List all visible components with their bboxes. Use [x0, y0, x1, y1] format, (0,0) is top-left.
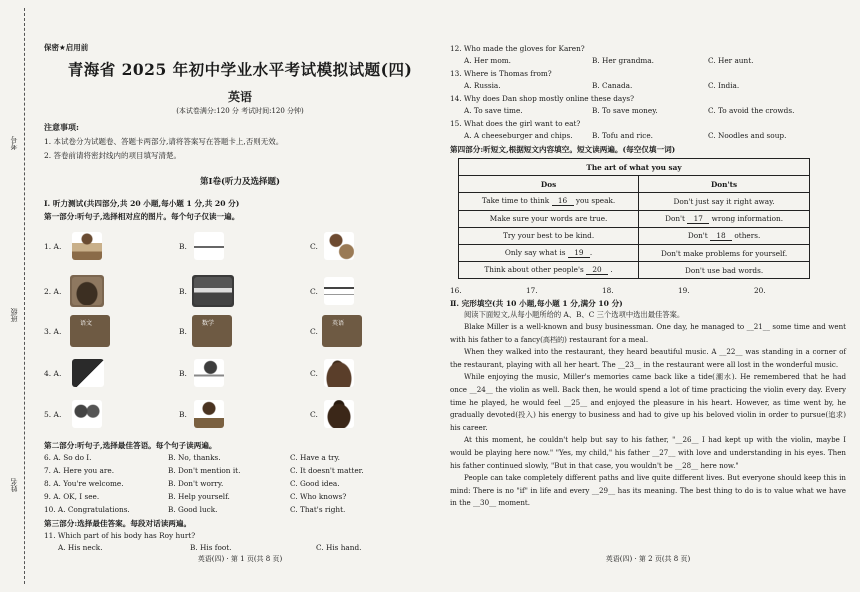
option-b: B. Tofu and rice. — [592, 131, 654, 140]
answer-blank-19[interactable]: 19 — [568, 248, 590, 258]
cell-text: Try your best to be kind. — [459, 227, 639, 244]
option-label: B. — [179, 327, 187, 336]
option-label: B. — [179, 242, 187, 251]
option-c: C. Her aunt. — [708, 56, 754, 65]
option-a: A. A cheeseburger and chips. — [464, 131, 573, 140]
passage-paragraph: At this moment, he couldn't help but say to his father, "__26__ I had kept up with the violin, maybe I would be playing here now." "Yes, my child," his father __27__ with love and understanding in his eyes. Then his father continued slowly, "But in that case, you wouldn't be __28__ here now." — [450, 435, 846, 470]
page-footer: 英语(四) · 第 2 页(共 8 页) — [605, 555, 691, 563]
binding-strip — [0, 0, 36, 592]
answer-blank-20[interactable]: 20 — [586, 265, 608, 275]
cloze-instructions: 阅读下面短文,从每小题所给的 A、B、C 三个选项中选出最佳答案。 — [464, 310, 685, 319]
option-b: B. Don't worry. — [168, 479, 224, 488]
passage-paragraph: Blake Miller is a well-known and busy businessman. One day, he managed to __21__ some time and went with his father to a fancy(高档的) restaurant for a meal. — [450, 322, 846, 344]
answer-line-18[interactable]: 18. — [602, 286, 614, 295]
question-number: 3. A. — [44, 327, 62, 336]
answer-line-16[interactable]: 16. — [450, 286, 462, 295]
volume-title: 第Ⅰ卷(听力及选择题) — [199, 177, 281, 187]
cell-text: Don't — [687, 230, 708, 240]
option-b: B. Good luck. — [168, 505, 218, 514]
picture-boy-cooking — [322, 230, 356, 262]
book-label: 语文 — [80, 320, 93, 327]
confidential-mark: 保密★启用前 — [44, 43, 89, 52]
section-i-heading: Ⅰ. 听力测试(共四部分,共 20 小题,每小题 1 分,共 20 分) — [44, 199, 240, 208]
option-a: 10. A. Congratulations. — [44, 505, 130, 514]
option-label: C. — [310, 369, 318, 378]
option-c: C. Have a try. — [290, 453, 340, 462]
option-c: C. Noodles and soup. — [708, 131, 787, 140]
option-c: C. India. — [708, 81, 740, 90]
option-label: C. — [310, 242, 318, 251]
option-b: B. His foot. — [190, 543, 232, 552]
option-b: B. To save money. — [592, 106, 658, 115]
option-a: A. To save time. — [464, 106, 523, 115]
question-number: 1. A. — [44, 242, 62, 251]
question-12: 12. Who made the gloves for Karen? — [450, 44, 585, 53]
cell-text: you speak. — [575, 196, 616, 206]
notice-item: 2. 答卷前请将密封线内的项目填写清楚。 — [44, 151, 182, 160]
option-a: A. His neck. — [58, 543, 103, 552]
cell-text: Take time to think — [481, 196, 550, 206]
section-ii-heading: Ⅱ. 完形填空(共 10 小题,每小题 1 分,满分 10 分) — [450, 299, 623, 308]
passage-paragraph: When they walked into the restaurant, they heard beautiful music. A __22__ was standing in a corner of the restaurant, playing with all her heart. The __23__ in the restaurant were all lost in the wonderful music. — [450, 347, 846, 369]
option-a: A. Russia. — [464, 81, 501, 90]
option-label: B. — [179, 410, 187, 419]
picture-backpack — [70, 275, 104, 307]
notice-heading: 注意事项: — [44, 122, 79, 132]
picture-chinese-book — [70, 315, 110, 347]
picture-boy-violin — [322, 398, 356, 430]
question-11: 11. Which part of his body has Roy hurt? — [44, 531, 196, 540]
option-b: B. Canada. — [592, 81, 633, 90]
cell-text: . — [589, 248, 593, 258]
seal-line — [24, 8, 25, 584]
picture-question-row — [44, 275, 440, 309]
picture-question-row — [44, 315, 440, 349]
cell-text: wrong information. — [711, 213, 784, 223]
question-15: 15. What does the girl want to eat? — [450, 119, 581, 128]
page-2 — [446, 0, 850, 592]
picture-question-row — [44, 398, 440, 432]
option-label: B. — [179, 287, 187, 296]
question-number: 5. A. — [44, 410, 62, 419]
option-label: C. — [310, 287, 318, 296]
part4-heading: 第四部分:听短文,根据短文内容填空。短文读两遍。(每空仅填一词) — [450, 145, 676, 154]
page-1 — [40, 0, 440, 592]
question-number: 4. A. — [44, 369, 62, 378]
cell-text: Don't make problems for yourself. — [639, 244, 810, 261]
exam-meta: (本试卷满分:120 分 考试时间:120 分钟) — [176, 107, 304, 115]
subject-title: 英语 — [227, 90, 252, 104]
table-col-dos: Dos — [459, 176, 639, 193]
picture-boy-planting — [192, 398, 226, 430]
option-a: 9. A. OK, I see. — [44, 492, 100, 501]
picture-girl-dancing — [322, 357, 356, 389]
cloze-passage — [450, 321, 846, 510]
book-label: 英语 — [332, 320, 345, 327]
picture-girl-drawing — [192, 357, 226, 389]
picture-question-row — [44, 357, 440, 391]
picture-question-row — [44, 230, 440, 264]
part1-heading: 第一部分:听句子,选择相对应的图片。每个句子仅读一遍。 — [44, 212, 240, 221]
table-row — [459, 227, 810, 244]
picture-children-group — [70, 398, 104, 430]
cell-text: Don't — [665, 213, 685, 223]
page-footer: 英语(四) · 第 1 页(共 8 页) — [197, 555, 283, 563]
picture-piano — [70, 357, 106, 389]
question-13: 13. Where is Thomas from? — [450, 69, 552, 78]
passage-paragraph: People can take completely different paths and live quite different lives. But everyone should keep this in mind: There is no "if" in life and every __29__ has its meaning. The best thing to do is to value what we have in the __30__ moment. — [450, 473, 846, 508]
table-row — [459, 210, 810, 227]
answer-line-19[interactable]: 19. — [678, 286, 690, 295]
answer-blank-17[interactable]: 17 — [687, 214, 709, 224]
picture-boy-reading — [70, 230, 104, 262]
answer-line-17[interactable]: 17. — [526, 286, 538, 295]
option-label: B. — [179, 369, 187, 378]
notice-item: 1. 本试卷分为试题卷、答题卡两部分,请将答案写在答题卡上,否则无效。 — [44, 137, 284, 146]
option-a: A. Her mom. — [464, 56, 511, 65]
exam-title: 青海省 2025 年初中学业水平考试模拟试题(四) — [67, 60, 413, 79]
passage-paragraph: While enjoying the music, Miller's memories came back like a tide(潮水). He remembered that he had once __24__ the violin as well. Back then, he would spend a lot of time practicing the violin every day. Every time he played, he would feel __25__ and enjoyed the pleasure in his heart. However, as time went by, he gradually devoted(投入) his energy to business and had to give up his beloved violin in order to pursue(追求) his career. — [450, 372, 846, 432]
part3-heading: 第三部分:选择最佳答案。每段对话读两遍。 — [44, 519, 192, 528]
question-14: 14. Why does Dan shop mostly online these days? — [450, 94, 635, 103]
option-b: B. Help yourself. — [168, 492, 230, 501]
cell-text: Don't just say it right away. — [639, 193, 810, 210]
picture-table-lamp — [322, 275, 356, 307]
option-b: B. Her grandma. — [592, 56, 654, 65]
answer-blank-16[interactable]: 16 — [552, 196, 574, 206]
cell-text: Think about other people's — [484, 265, 584, 275]
cell-text: Only say what is — [504, 248, 566, 258]
table-row — [459, 244, 810, 261]
option-c: C. To avoid the crowds. — [708, 106, 795, 115]
answer-line-20[interactable]: 20. — [754, 286, 766, 295]
question-number: 2. A. — [44, 287, 62, 296]
table-row — [459, 262, 810, 279]
option-c: C. His hand. — [316, 543, 362, 552]
cell-text: Don't use bad words. — [639, 262, 810, 279]
picture-desk-tablet — [192, 230, 226, 262]
picture-english-book — [322, 315, 362, 347]
picture-math-book — [192, 315, 232, 347]
option-b: B. No, thanks. — [168, 453, 221, 462]
option-c: C. It doesn't matter. — [290, 466, 364, 475]
binding-label-class: 班级 — [10, 308, 18, 322]
option-label: C. — [310, 327, 318, 336]
table-row — [459, 193, 810, 210]
option-a: 8. A. You're welcome. — [44, 479, 124, 488]
option-c: C. Who knows? — [290, 492, 347, 501]
option-a: 7. A. Here you are. — [44, 466, 115, 475]
cell-text: . — [610, 265, 613, 275]
option-label: C. — [310, 410, 318, 419]
book-label: 数学 — [202, 320, 215, 327]
option-a: 6. A. So do I. — [44, 453, 92, 462]
cell-text: others. — [734, 230, 761, 240]
dos-donts-table — [458, 158, 810, 279]
picture-pencil-case — [192, 275, 234, 307]
table-col-donts: Don'ts — [639, 176, 810, 193]
option-b: B. Don't mention it. — [168, 466, 241, 475]
answer-blank-18[interactable]: 18 — [710, 231, 732, 241]
binding-label-name: 姓名 — [10, 478, 18, 492]
cell-text: Make sure your words are true. — [459, 210, 639, 227]
option-c: C. That's right. — [290, 505, 346, 514]
binding-label-exam-no: 考号 — [10, 136, 18, 150]
table-title: The art of what you say — [459, 159, 810, 176]
part2-heading: 第二部分:听句子,选择最佳答语。每个句子读两遍。 — [44, 441, 217, 450]
option-c: C. Good idea. — [290, 479, 340, 488]
